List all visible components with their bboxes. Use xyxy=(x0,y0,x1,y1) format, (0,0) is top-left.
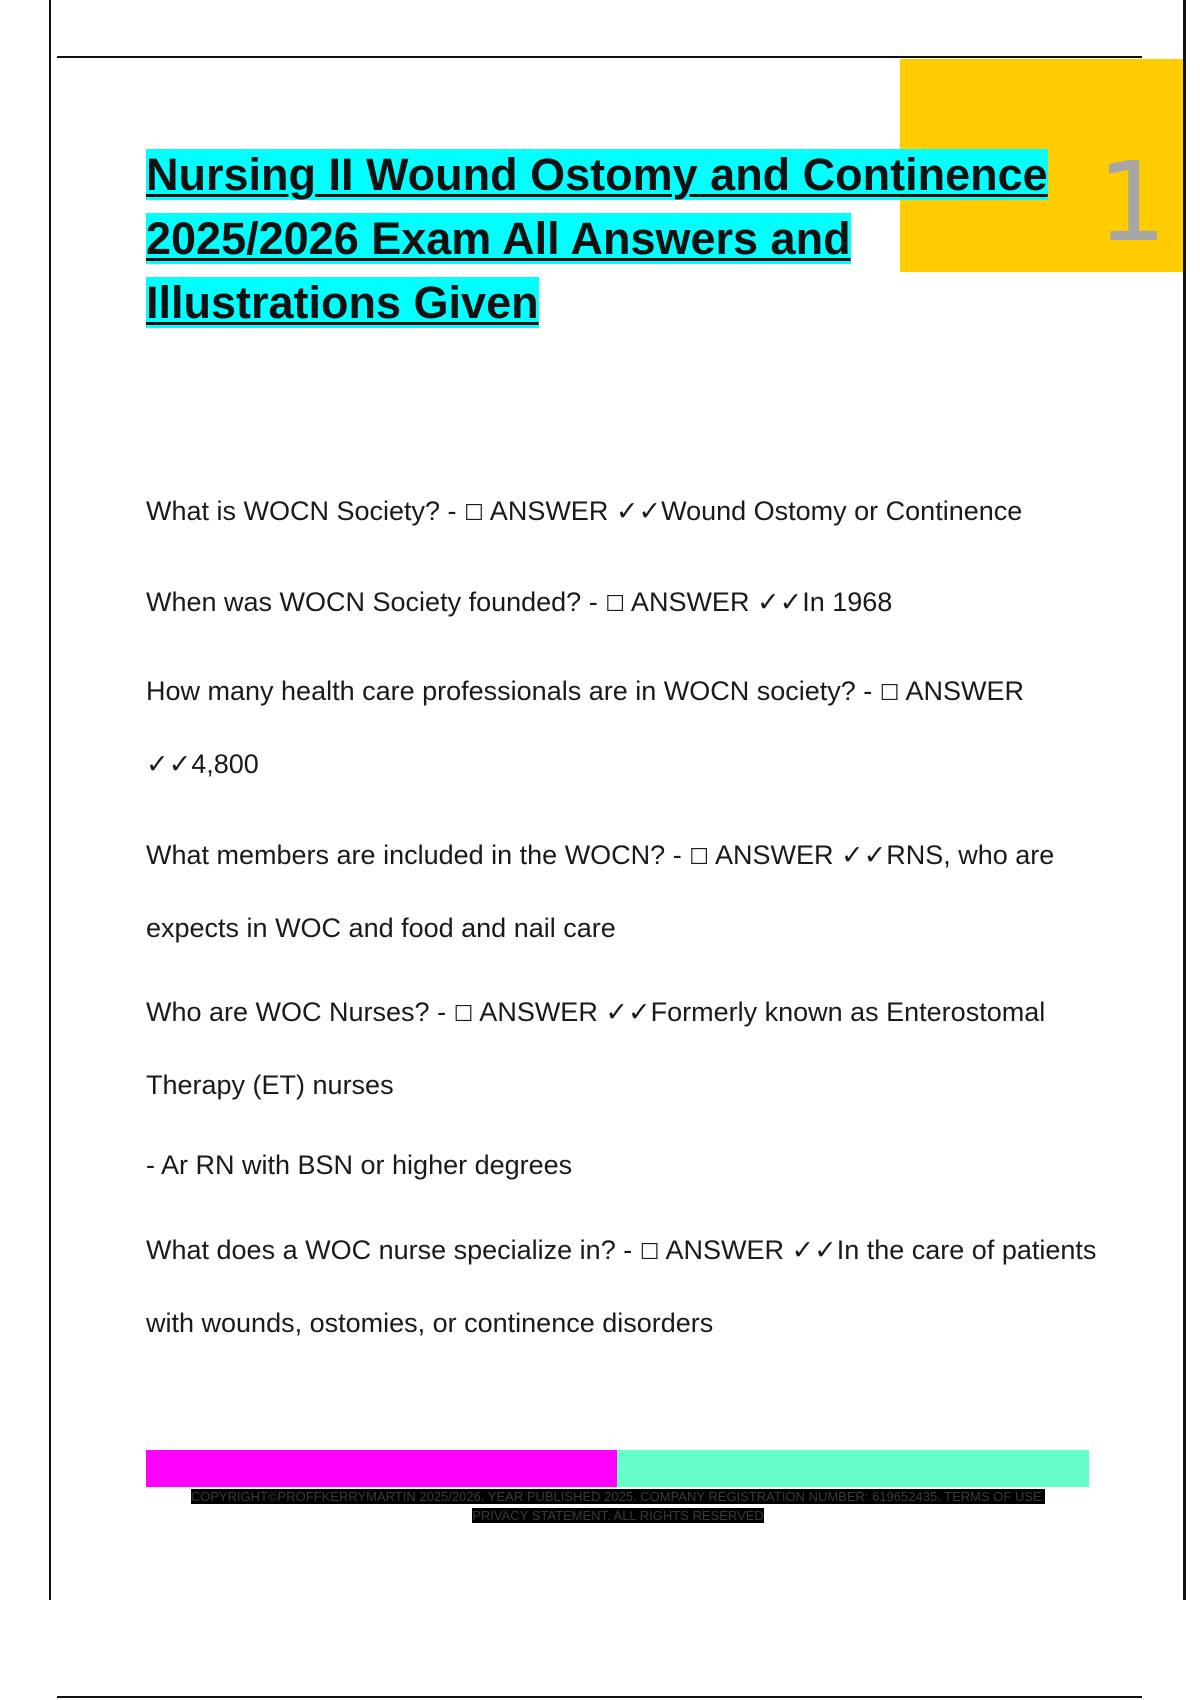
question: What does a WOC nurse specialize in? - xyxy=(146,1235,640,1265)
checkbox-glyph-icon: ☐ xyxy=(879,681,900,706)
extra-line: - Ar RN with BSN or higher degrees xyxy=(146,1150,573,1180)
question: How many health care professionals are in WOCN society? - xyxy=(146,676,880,706)
answer: Formerly known as Enterostomal Therapy (ET) nurses xyxy=(146,997,1046,1100)
qa-item-2 xyxy=(146,567,1106,640)
qa-item-5 xyxy=(146,977,1106,1121)
copyright-line-2: PRIVACY STATEMENT. ALL RIGHTS RESERVED xyxy=(472,1508,764,1523)
page-number: 1 xyxy=(1097,138,1167,266)
answer: In the care of patients with wounds, ostomies, or continence disorders xyxy=(146,1235,1097,1338)
copyright-line-1: COPYRIGHT©PROFFKERRYMARTIN 2025/2026. YEAR PUBLISHED 2025. COMPANY REGISTRATION NUMBER: 619652435. TERMS OF USE. xyxy=(190,1489,1046,1504)
qa-item-1 xyxy=(146,476,1106,549)
copyright-notice xyxy=(160,1487,1076,1525)
answer: In 1968 xyxy=(802,587,893,617)
bottom-rule xyxy=(57,1696,1142,1698)
page-right-border xyxy=(1183,0,1186,1600)
answer-prefix: ANSWER ✓✓ xyxy=(624,587,803,617)
page-left-border xyxy=(49,0,51,1600)
title-text: Nursing II Wound Ostomy and Continence 2025/2026 Exam All Answers and Illustrations Given xyxy=(146,149,1048,328)
checkbox-glyph-icon: ☐ xyxy=(453,1002,474,1027)
answer-prefix: ANSWER ✓✓ xyxy=(708,840,887,870)
question: What is WOCN Society? - xyxy=(146,496,465,526)
checkbox-glyph-icon: ☐ xyxy=(464,501,484,526)
answer-prefix: ANSWER ✓✓ xyxy=(483,496,662,526)
question: Who are WOC Nurses? - xyxy=(146,997,454,1027)
document-title xyxy=(146,143,1106,335)
answer: Wound Ostomy or Continence xyxy=(661,496,1023,526)
answer-prefix: ANSWER ✓✓ xyxy=(473,997,651,1027)
answer-prefix: ANSWER ✓✓ xyxy=(146,676,1025,779)
footer-bar-right xyxy=(617,1450,1089,1487)
header-rule xyxy=(57,56,1142,58)
qa-item-6 xyxy=(146,1215,1106,1359)
question: What members are included in the WOCN? - xyxy=(146,840,690,870)
answer: 4,800 xyxy=(191,749,259,779)
qa-item-4 xyxy=(146,820,1106,964)
qa-item-3 xyxy=(146,656,1106,800)
answer-prefix: ANSWER ✓✓ xyxy=(659,1235,837,1265)
checkbox-glyph-icon: ☐ xyxy=(639,1240,660,1265)
answer: RNS, who are expects in WOC and food and nail care xyxy=(146,840,1055,943)
footer-bar-left xyxy=(146,1450,617,1487)
checkbox-glyph-icon: ☐ xyxy=(689,845,709,870)
question: When was WOCN Society founded? - xyxy=(146,587,606,617)
checkbox-glyph-icon: ☐ xyxy=(605,592,625,617)
